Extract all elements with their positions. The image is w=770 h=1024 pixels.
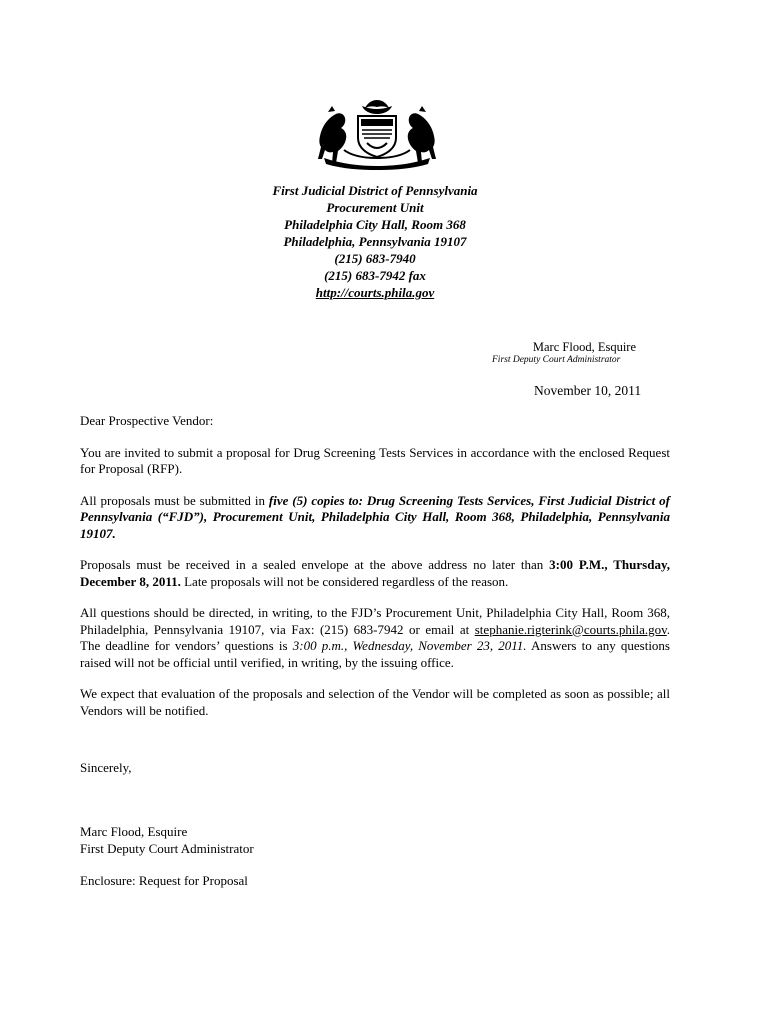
- paragraph-submission: [80, 493, 670, 543]
- paragraph-invitation: You are invited to submit a proposal for Drug Screening Tests Services in accordance with the enclosed Request for Proposal (RFP).: [80, 444, 670, 476]
- contact-email-link[interactable]: stephanie.rigterink@courts.phila.gov: [474, 621, 667, 637]
- letter-date: November 10, 2011: [534, 383, 642, 398]
- deadline-date: 3:00 P.M., Thursday, December 8, 2011.: [80, 557, 670, 589]
- paragraph-questions: [80, 605, 670, 671]
- paragraph-evaluation: We expect that evaluation of the proposals and selection of the Vendor will be completed as soon as possible; all Vendors will be notified.: [80, 686, 670, 718]
- questions-lead: All questions should be directed, in writing, to the FJD’s Procurement Unit, Philadelphia City Hall, Room 368, Philadelphia, Pennsylvania 19107, via Fax: (215) 683-7942 or email at: [80, 605, 670, 637]
- closing-title: First Deputy Court Administrator: [80, 841, 254, 856]
- letterhead-website-link[interactable]: http://courts.phila.gov: [315, 285, 435, 300]
- submission-lead: All proposals must be submitted in: [80, 492, 269, 508]
- signer-title: First Deputy Court Administrator: [492, 355, 621, 365]
- paragraph-deadline: [80, 557, 670, 590]
- letter-body: [80, 413, 670, 719]
- signer-name: Marc Flood, Esquire: [532, 340, 636, 354]
- closing-name: Marc Flood, Esquire: [80, 824, 188, 839]
- enclosure-note: Enclosure: Request for Proposal: [80, 873, 248, 888]
- questions-deadline: 3:00 p.m., Wednesday, November 23, 2011.: [292, 638, 527, 653]
- sincerely: Sincerely,: [80, 760, 132, 775]
- letterhead-line-address: Philadelphia City Hall, Room 368: [284, 217, 466, 232]
- letterhead-phone: (215) 683-7940: [334, 251, 416, 266]
- closing-signature: [80, 823, 254, 857]
- questions-mid: . The deadline for vendors’ questions is: [80, 621, 670, 653]
- letterhead-line-city: Philadelphia, Pennsylvania 19107: [283, 234, 467, 249]
- questions-tail: Answers to any questions raised will not be official until verified, in writing, by the issuing office.: [80, 638, 670, 670]
- deadline-tail: Late proposals will not be considered regardless of the reason.: [180, 573, 509, 589]
- deadline-lead: Proposals must be received in a sealed envelope at the above address no later than: [80, 557, 550, 572]
- pennsylvania-seal-icon: [314, 96, 440, 170]
- submission-address: five (5) copies to: Drug Screening Tests Services, First Judicial District of Pennsylvania (“FJD”), Procurement Unit, Philadelphia City Hall, Room 368, Philadelphia, Pennsylvania 19107.: [80, 492, 671, 541]
- letterhead-line-unit: Procurement Unit: [326, 200, 424, 215]
- letterhead: [200, 182, 550, 301]
- salutation: Dear Prospective Vendor:: [80, 413, 214, 428]
- letterhead-fax: (215) 683-7942 fax: [324, 268, 426, 283]
- letterhead-line-org: First Judicial District of Pennsylvania: [272, 183, 478, 198]
